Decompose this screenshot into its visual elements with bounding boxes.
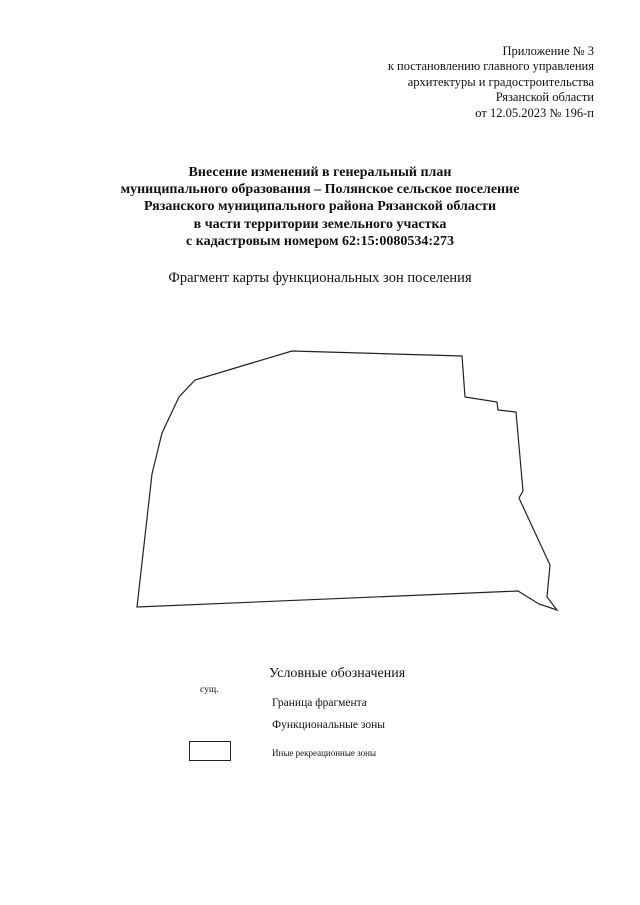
- fragment-boundary: [137, 351, 557, 610]
- appendix-line: к постановлению главного управления: [387, 59, 594, 74]
- legend-recreation-label: Иные рекреационные зоны: [272, 748, 376, 758]
- title-line: с кадастровым номером 62:15:0080534:273: [186, 233, 454, 249]
- title-line: Внесение изменений в генеральный план: [188, 165, 452, 180]
- title-line: Рязанского муниципального района Рязанской области: [143, 199, 497, 215]
- appendix-line: Рязанской области: [495, 90, 594, 105]
- appendix-line: Приложение № 3: [502, 44, 594, 58]
- appendix-line: архитектуры и градостроительства: [407, 74, 594, 89]
- appendix-line: от 12.05.2023 № 196-п: [475, 105, 594, 120]
- legend-border-label: Граница фрагмента: [272, 697, 367, 709]
- title-line: в части территории земельного участка: [193, 216, 447, 232]
- map-subtitle: Фрагмент карты функциональных зон поселения: [168, 270, 472, 286]
- legend-recreation-swatch: [189, 741, 231, 761]
- legend-sush-label: сущ.: [200, 685, 219, 695]
- legend-title: Условные обозначения: [269, 666, 406, 681]
- title-line: муниципального образования – Полянское сельское поселение: [120, 182, 520, 198]
- legend-zones-label: Функциональные зоны: [272, 719, 385, 731]
